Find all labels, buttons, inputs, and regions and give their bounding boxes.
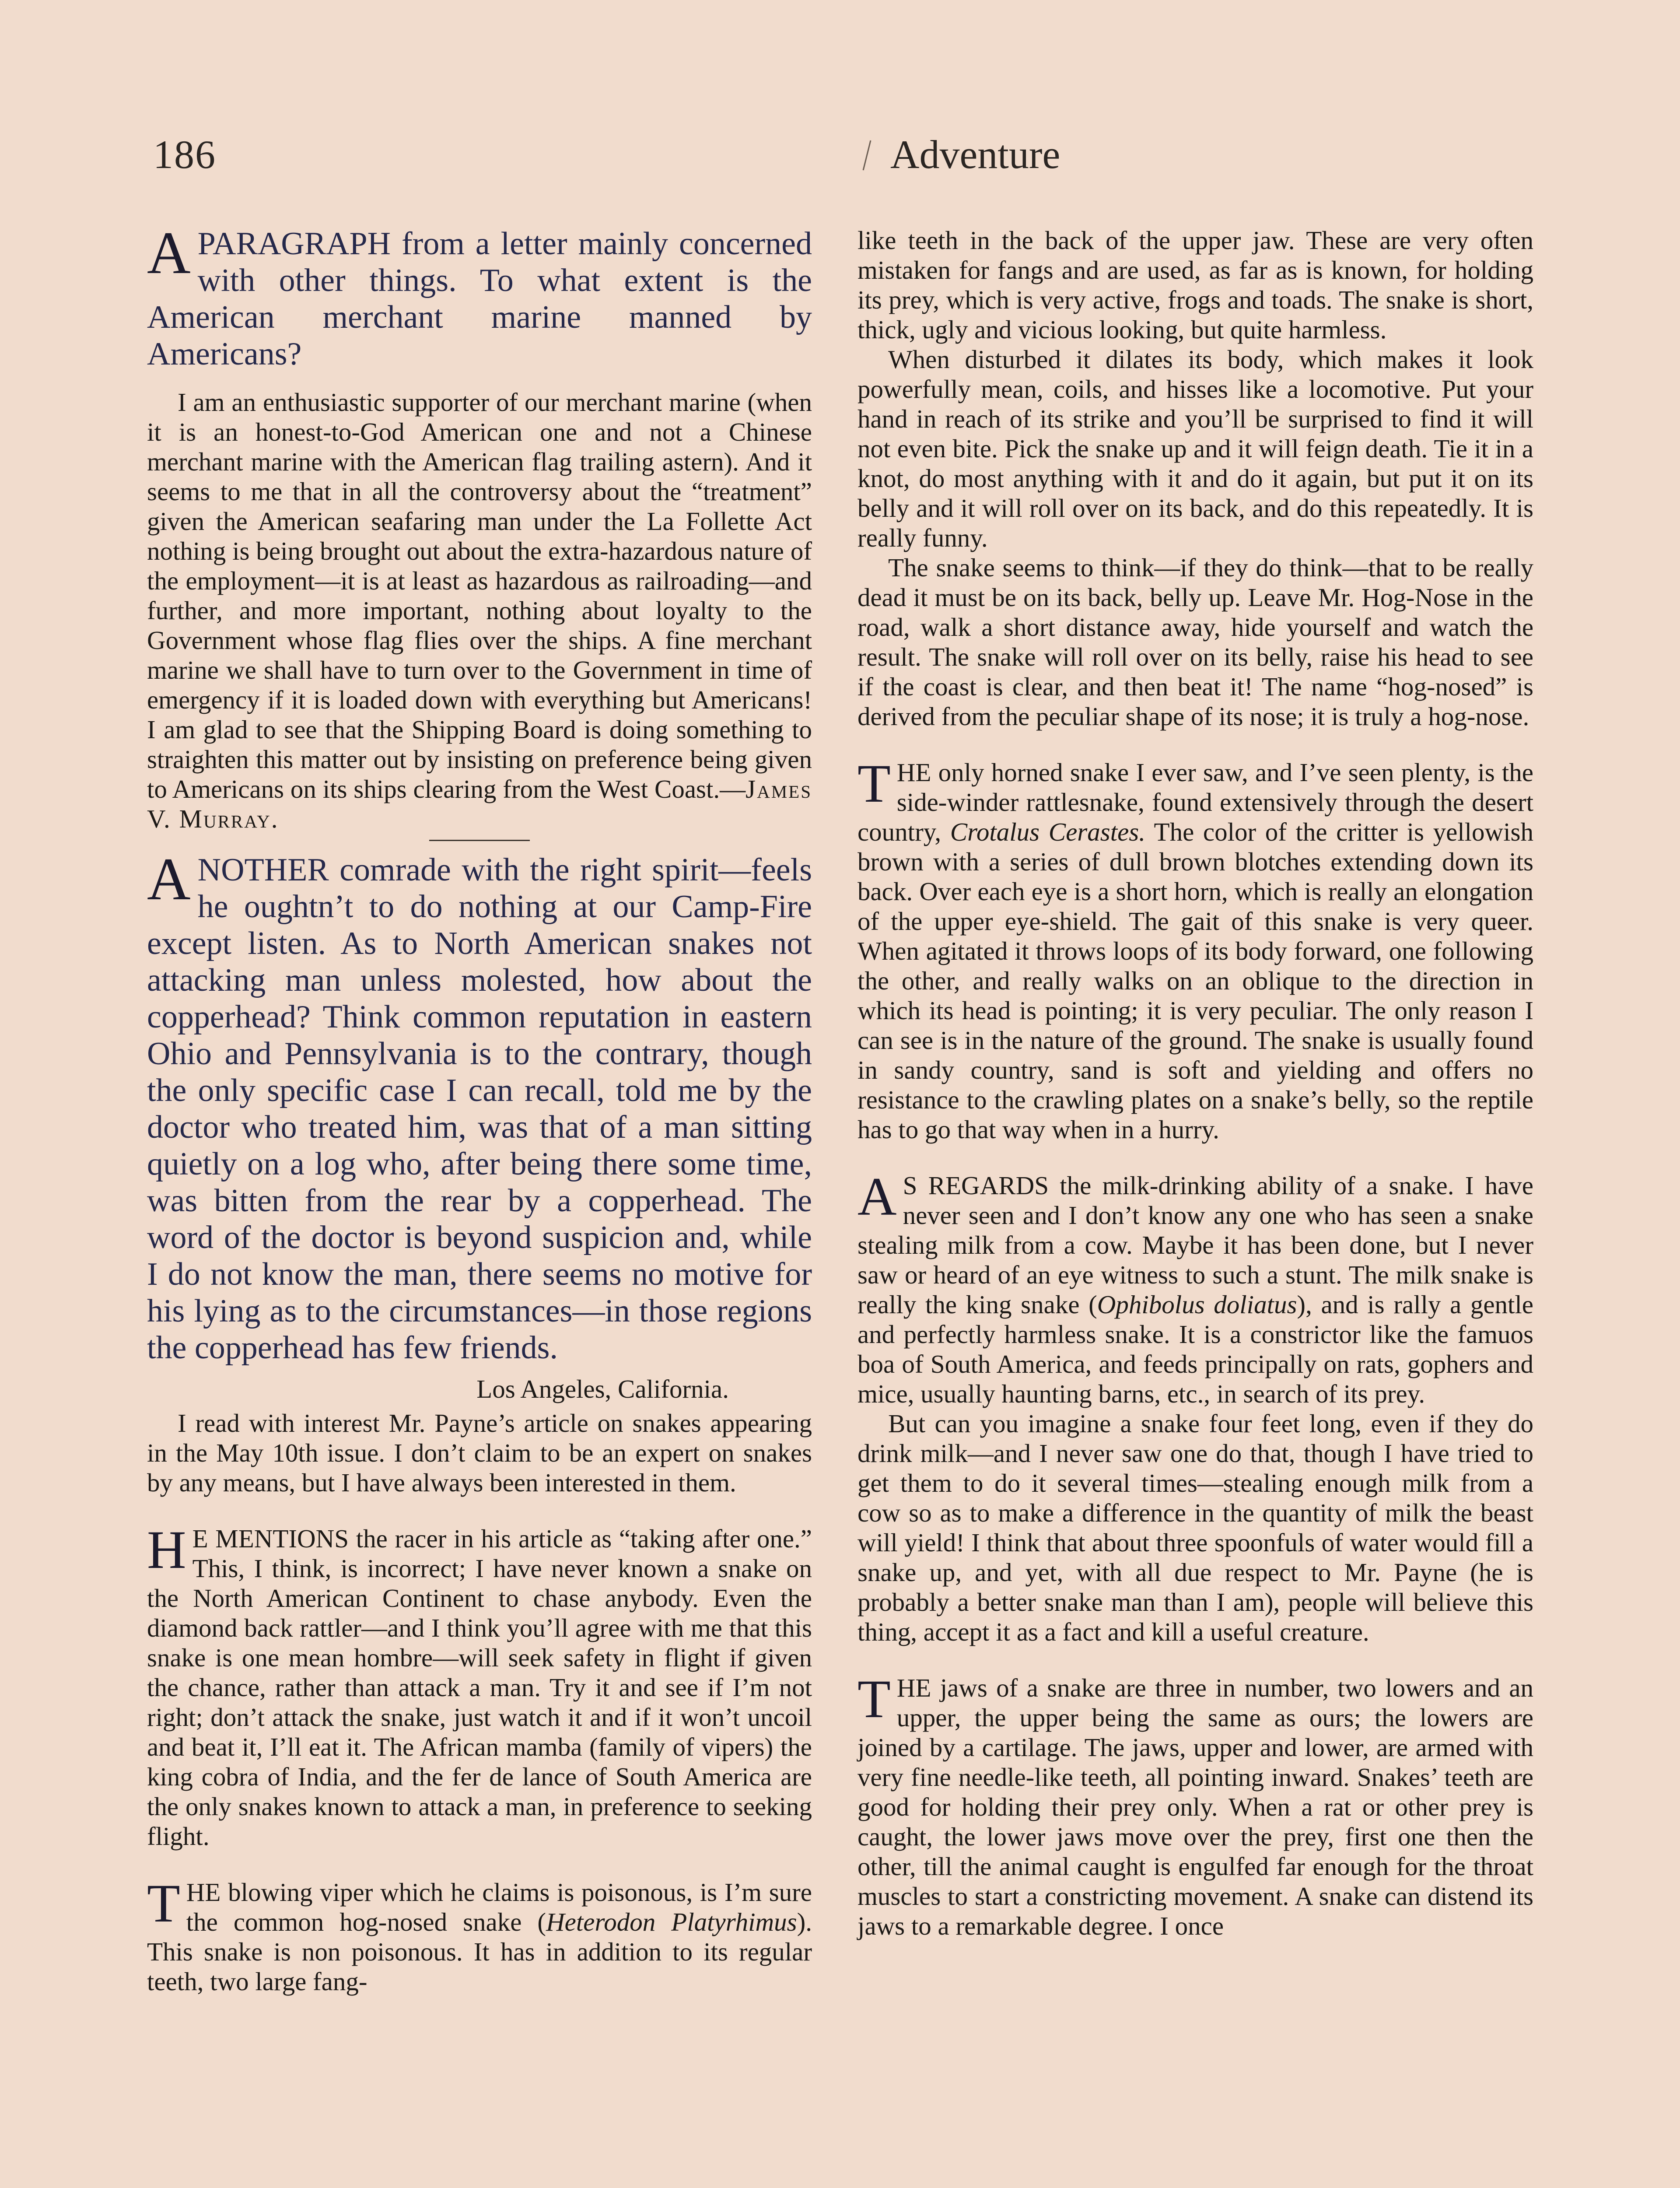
sidewinder-paragraph: [858, 754, 1533, 1144]
sidewinder-text-a: HE only horned snake I ever saw, and I’ve seen plenty, is the side-winder rattlesnake, found extensively through the desert country,: [858, 758, 1533, 846]
copperhead-text: NOTHER comrade with the right spirit—feels he oughtn’t to do nothing at our Camp-Fire except listen. As to North American snakes not attacking man unless molested, how about the copperhead? Think common reputation in eastern Ohio and Pennsylvania is to the contrary, though the only specific case I can recall, told me by the doctor who treated him, was that of a man sitting quietly on a log who, after being there some time, was bitten from the rear by a copperhead. The word of the doctor is beyond suspicion and, while I do not know the man, there seems no motive for his lying as to the circumstances—in those regions the copperhead has few friends.: [147, 852, 812, 1366]
paragraph: When disturbed it dilates its body, which makes it look powerfully mean, coils, and hisses like a locomotive. Put your hand in reach of its strike and you’ll be surprised to find it will not even bite. Pick the snake up and it will feign death. Tie it in a knot, do most anything with it and do it again, but put it on its belly and it will roll over on its back, and do this repeatedly. It is really funny.: [858, 345, 1533, 552]
drop-cap: T: [147, 1873, 180, 1933]
jaws-text: HE jaws of a snake are three in number, two lowers and an upper, the upper being the same as ours; the lowers are joined by a cartilage. The jaws, upper and lower, are armed with very fine needle-like teeth, all pointing inward. Snakes’ teeth are good for holding their prey only. When a rat or other prey is caught, the lower jaws move over the prey, first one then the other, till the animal caught is engulfed far enough for the throat muscles to start a constricting movement. A snake can distend its jaws to a remarkable degree. I once: [858, 1673, 1533, 1940]
magazine-title: Adventure: [890, 132, 1060, 177]
left-column: [147, 219, 812, 1996]
dateline: Los Angeles, California.: [476, 1375, 729, 1403]
section-intro-paragraph: [147, 219, 812, 372]
page-header: [149, 127, 1549, 193]
drop-cap: T: [858, 1669, 891, 1729]
species-name: Crotalus Cerastes.: [950, 817, 1145, 846]
drop-cap: A: [858, 1167, 897, 1227]
hognose-paragraph: [147, 1873, 812, 1996]
milk-snake-text-b: ), and is rally a gentle and perfectly harmless snake. It is a constrictor like the famuos boa of South America, and feeds principally on rats, gophers and mice, usually haunting barns, etc., in search of its prey.: [858, 1290, 1533, 1408]
intro-lead-text: PARAGRAPH from a letter mainly concerned with other things. To what extent is the American merchant marine manned by Americans?: [147, 226, 812, 372]
right-column: [858, 225, 1533, 1941]
copperhead-paragraph: [147, 845, 812, 1366]
hognose-text-a: HE blowing viper which he claims is poisonous, is I’m sure the common hog-nosed snake (: [186, 1878, 812, 1936]
drop-cap: A: [147, 219, 191, 286]
sidewinder-text-b: The color of the critter is yellowish brown with a series of dull brown blotches extending down its back. Over each eye is a short horn, which is really an elongation of the upper eye-shield. The gait of this snake is very queer. When agitated it throws loops of its body forward, one following the other, and really walks on an oblique to the direction in which its head is pointing; it is very peculiar. The only reason I can see is in the nature of the ground. The snake is usually found in sandy country, sand is soft and yielding and offers no resistance to the crawling plates on a snake’s belly, so the reptile has to go that way when in a hurry.: [858, 817, 1533, 1144]
species-name: Heterodon Platyrhimus: [546, 1907, 797, 1936]
header-divider: [863, 140, 872, 171]
drop-cap: A: [147, 845, 191, 912]
paragraph: The snake seems to think—if they do think—that to be really dead it must be on its back, belly up. Leave Mr. Hog-Nose in the road, walk a short distance away, hide yourself and watch the result. The snake will roll over on its belly, raise his head to see if the coast is clear, and then beat it! The name “hog-nosed” is derived from the peculiar shape of its nose; it is truly a hog-nose.: [858, 553, 1533, 731]
drop-cap: H: [147, 1520, 186, 1580]
milk-snake-text-a: S REGARDS the milk-drinking ability of a snake. I have never seen and I don’t know any one who has seen a snake stealing milk from a cow. Maybe it has been done, but I never saw or heard of an eye witness to such a stunt. The milk snake is really the king snake (: [858, 1171, 1533, 1319]
racer-text: E MENTIONS the racer in his article as “taking after one.” This, I think, is incorrect; I have never known a snake on the North American Continent to chase anybody. Even the diamond back rattler—and I think you’ll agree with me that this snake is one mean hombre—will seek safety in flight if given the chance, rather than attack a man. Try it and see if I’m not right; don’t attack the snake, just watch it and if it won’t uncoil and beat it, I’ll eat it. The African mamba (family of vipers) the king cobra of India, and the fer de lance of South America are the only snakes known to attack a man, in preference to seeking flight.: [147, 1524, 812, 1851]
species-name: Ophibolus doliatus: [1097, 1290, 1297, 1319]
paragraph: like teeth in the back of the upper jaw. These are very often mistaken for fangs and are used, as far as is known, for holding its prey, which is very active, frogs and toads. The snake is short, thick, ugly and vicious looking, but quite harmless.: [858, 226, 1533, 344]
drop-cap: T: [858, 754, 891, 813]
section-divider: [429, 840, 530, 841]
hognose-text-b: ). This snake is non poisonous. It has in addition to its regular teeth, two large fang-: [147, 1907, 812, 1996]
racer-paragraph: [147, 1520, 812, 1851]
letter-intro-paragraph: I read with interest Mr. Payne’s article on snakes appearing in the May 10th issue. I don’t claim to be an expert on snakes by any means, but I have always been interested in them.: [147, 1409, 812, 1497]
letter-paragraph: [147, 387, 812, 834]
letter-body: I am an enthusiastic supporter of our merchant marine (when it is an honest-to-God American one and not a Chinese merchant marine with the American flag trailing astern). And it seems to me that in all the controversy about the “treatment” given the American seafaring man under the La Follette Act nothing is being brought out about the extra-hazardous nature of the employment—it is at least as hazardous as railroading—and further, and more important, nothing about loyalty to the Government whose flag flies over the ships. A fine merchant marine we shall have to turn over to the Government in time of emergency if it is loaded down with everything but Americans! I am glad to see that the Shipping Board is doing something to straighten this matter out by insisting on preference being given to Americans on its ships clearing from the West Coast.—: [147, 388, 812, 803]
page-number: 186: [153, 132, 216, 177]
jaws-paragraph: [858, 1669, 1533, 1941]
milk-snake-paragraph: [858, 1167, 1533, 1409]
paragraph: But can you imagine a snake four feet long, even if they do drink milk—and I never saw one do that, though I have tried to get them to do it several times—stealing enough milk from a cow so as to make a difference in the quantity of milk the beast will yield! I think that about three spoonfuls of water would fill a snake up, and yet, with all due respect to Mr. Payne (he is probably a better snake man than I am), people will believe this thing, accept it as a fact and kill a useful creature.: [858, 1409, 1533, 1646]
letter-signature: James V. Murray.: [147, 775, 812, 833]
